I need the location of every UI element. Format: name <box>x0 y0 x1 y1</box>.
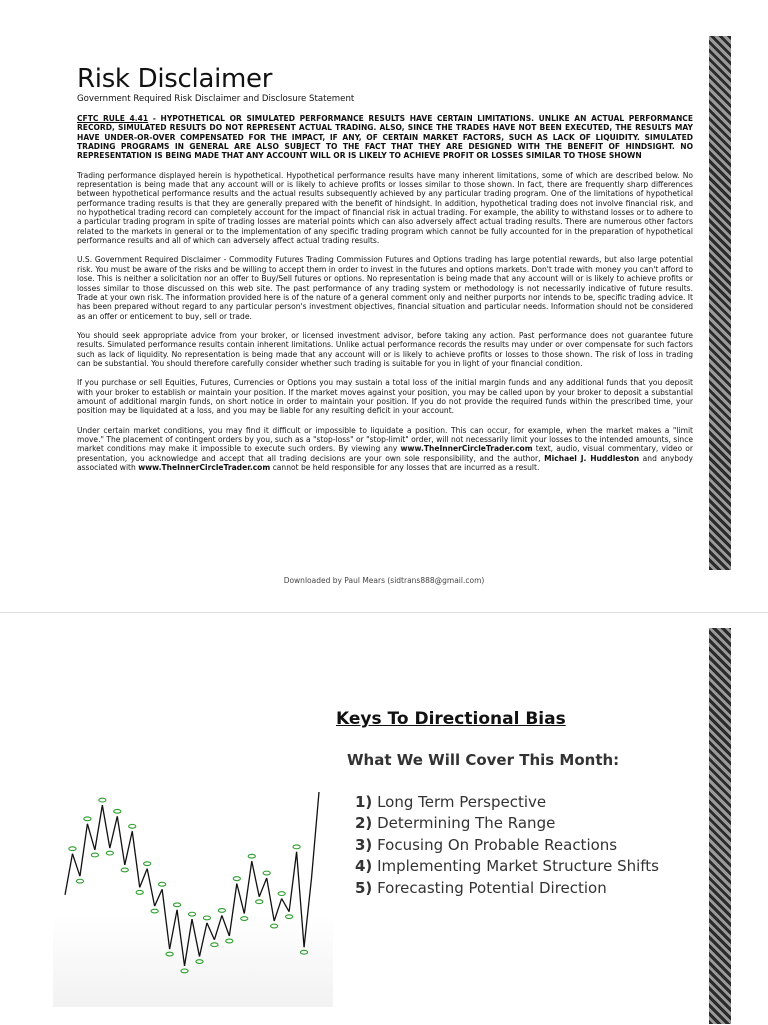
price-line-segment <box>222 915 229 936</box>
price-line-segment <box>214 915 221 939</box>
slide-subheading: What We Will Cover This Month: <box>347 751 620 769</box>
swing-point-marker <box>278 892 285 896</box>
website-link-1[interactable]: www.TheInnerCircleTrader.com <box>400 444 533 454</box>
swing-point-marker <box>151 909 158 913</box>
price-line-segment <box>312 792 319 878</box>
price-line-segment <box>110 816 117 848</box>
swing-point-marker <box>144 862 151 866</box>
paragraph-5-part-c: and anybody associated with <box>77 453 693 472</box>
topic-item <box>355 856 659 877</box>
page-title: Risk Disclaimer <box>77 64 273 94</box>
cftc-rule-text: - HYPOTHETICAL OR SIMULATED PERFORMANCE RESULTS HAVE CERTAIN LIMITATIONS. UNLIKE AN ACTUAL PERFORMANCE RECORD, SIMULATED RESULTS DO NOT REPRESENT ACTUAL TRADING. ALSO, SINCE THE TRADES HAVE NOT BEEN EXECUTED, THE RESULTS MAY HAVE UNDER-OR-OVER COMPENSATED FOR THE IMPACT, IF ANY, OF CERTAIN MARKET FACTORS, SUCH AS LACK OF LIQUIDITY. SIMULATED TRADING PROGRAMS IN GENERAL ARE ALSO SUBJECT TO THE FACT THAT THEY ARE DESIGNED WITH THE BENEFIT OF HINDSIGHT. NO REPRESENTATION IS BEING MADE THAT ANY ACCOUNT WILL OR IS LIKELY TO ACHIEVE PROFIT OR LOSSES SIMILAR TO THOSE SHOWN <box>77 114 693 161</box>
price-line-segment <box>244 861 251 913</box>
price-line-segment <box>289 852 296 912</box>
price-line-segment <box>304 878 311 947</box>
price-line-segment <box>237 884 244 914</box>
slide-heading: Keys To Directional Bias <box>336 709 566 729</box>
swing-point-marker <box>256 900 263 904</box>
website-link-2[interactable]: www.TheInnerCircleTrader.com <box>138 463 271 472</box>
topic-text: Implementing Market Structure Shifts <box>372 857 659 876</box>
swing-point-marker <box>136 890 143 894</box>
price-line-segment <box>155 889 162 906</box>
price-line-segment <box>207 923 214 940</box>
topic-number: 3) <box>355 835 373 854</box>
swing-point-marker <box>233 877 240 881</box>
swing-point-marker <box>159 882 166 886</box>
topic-text: Long Term Perspective <box>372 793 547 811</box>
price-line-segment <box>125 831 132 865</box>
swing-point-marker <box>271 924 278 928</box>
page-subtitle: Government Required Risk Disclaimer and Disclosure Statement <box>77 94 355 104</box>
swing-point-marker <box>121 868 128 872</box>
cftc-rule-label: CFTC RULE 4.41 <box>77 114 149 123</box>
swing-point-marker <box>166 952 173 956</box>
swing-point-marker <box>263 871 270 875</box>
swing-point-marker <box>226 939 233 943</box>
topic-text: Forecasting Potential Direction <box>372 878 607 897</box>
topic-item <box>355 835 659 856</box>
swing-point-marker <box>218 909 225 913</box>
swing-point-marker <box>293 845 300 849</box>
swing-point-marker <box>76 879 83 883</box>
swing-point-marker <box>69 847 76 851</box>
price-line-segment <box>95 805 102 850</box>
price-line-segment <box>282 899 289 912</box>
price-line-segment <box>192 919 199 956</box>
topic-list <box>355 792 659 899</box>
swing-point-marker <box>99 798 106 802</box>
price-line-segment <box>267 878 274 921</box>
topic-item <box>355 813 659 834</box>
price-line-segment <box>185 919 192 966</box>
price-line-segment <box>297 852 304 947</box>
topic-item <box>355 792 659 813</box>
swing-point-marker <box>173 903 180 907</box>
paragraph-5-part-d: cannot be held responsible for any losses that are incurred as a result. <box>270 463 540 472</box>
disclaimer-paragraph-4: If you purchase or sell Equities, Futures, Currencies or Options you may sustain a total loss of the initial margin funds and any additional funds that you deposit with your broker to establish or maintain your position. If the market moves against your position, you may be called upon by your broker to deposit a substantial amount of additional margin funds, on short notice in order to maintain your position. If you do not provide the required funds within the prescribed time, your position may be liquidated at a loss, and you may be liable for any resulting deficit in your account. <box>77 378 693 416</box>
swing-point-marker <box>196 960 203 964</box>
swing-point-marker <box>129 824 136 828</box>
disclaimer-paragraph-1: Trading performance displayed herein is hypothetical. Hypothetical performance results have many inherent limitations, some of which are described below. No representation is being made that any account will or is likely to achieve profits or losses similar to those shown. In fact, there are frequently sharp differences between hypothetical performance results and the actual results subsequently achieved by any particular trading program. One of the limitations of hypothetical performance trading results is that they are generally prepared with the benefit of hindsight. In addition, hypothetical trading does not involve financial risk, and no hypothetical trading record can completely account for the impact of financial risk in actual trading. For example, the ability to withstand losses or to adhere to a particular trading program in spite of trading losses are material points which can also adversely affect actual trading results. There are numerous other factors related to the markets in general or to the implementation of any specific trading program which cannot be fully accounted for in the preparation of hypothetical performance results and all of which can adversely affect actual trading results. <box>77 170 693 246</box>
paragraph-5-part-a: Under certain market conditions, you may find it difficult or impossible to liquidate a position. This can occur, for example, when the market makes a "limit move." The placement of contingent orders by you, such as a "stop-loss" or "stop-limit" order, will not necessarily limit your losses to the intended amounts, since market conditions may make it impossible to execute such orders. By viewing any <box>77 425 693 454</box>
price-line-segment <box>274 899 281 921</box>
swing-point-marker <box>91 853 98 857</box>
author-name: Michael J. Huddleston <box>544 453 640 463</box>
swing-point-marker <box>211 943 218 947</box>
price-line-segment <box>162 889 169 949</box>
swing-point-marker <box>300 950 307 954</box>
price-chart <box>53 742 333 1007</box>
price-line-segment <box>140 869 147 888</box>
topic-number: 5) <box>355 878 373 897</box>
download-footer: Downloaded by Paul Mears (sidtrans888@gmail.com) <box>283 576 485 585</box>
topic-number: 2) <box>355 814 373 833</box>
price-line-segment <box>117 816 124 865</box>
price-line-segment <box>132 831 139 887</box>
price-line-segment <box>229 884 236 936</box>
swing-point-marker <box>203 916 210 920</box>
swing-point-marker <box>84 817 91 821</box>
price-line-segment <box>80 824 87 876</box>
topic-number: 1) <box>355 793 373 811</box>
price-line-segment <box>147 869 154 906</box>
paragraph-5-part-b: text, audio, visual commentary, video or presentation, you acknowledge and accept that all trading decisions are your own sole responsibility, and the author, <box>77 444 694 463</box>
swing-point-marker <box>181 969 188 973</box>
price-line-segment <box>170 910 177 949</box>
swing-point-marker <box>106 851 113 855</box>
price-chart-svg <box>53 742 333 1007</box>
topic-text: Determining The Range <box>372 814 556 833</box>
price-line-segment <box>177 910 184 966</box>
swing-point-marker <box>241 917 248 921</box>
topic-item <box>355 878 659 899</box>
disclaimer-paragraph-5 <box>77 426 693 473</box>
decorative-strip-bottom <box>709 628 731 1024</box>
decorative-strip-top <box>709 36 731 570</box>
price-line-segment <box>259 878 266 897</box>
disclaimer-paragraph-2: U.S. Government Required Disclaimer - Commodity Futures Trading Commission Futures and Options trading has large potential rewards, but also large potential risk. You must be aware of the risks and be willing to accept them in order to invest in the futures and options markets. Don't trade with money you can't afford to lose. This is neither a solicitation nor an offer to Buy/Sell futures or options. No representation is being made that any account will or is likely to achieve profits or losses similar to those discussed on this web site. The past performance of any trading system or methodology is not necessarily indicative of future results. Trade at your own risk. The information provided here is of the nature of a general comment only and neither purports nor intends to be, specific trading advice. It has been prepared without regard to any particular person's investment objectives, financial situation and particular needs. Information should not be considered as an offer or enticement to buy, sell or trade. <box>77 255 693 321</box>
swing-point-marker <box>248 854 255 858</box>
price-line-segment <box>252 861 259 897</box>
price-line-segment <box>199 923 206 957</box>
swing-point-marker <box>114 809 121 813</box>
swing-point-marker <box>286 915 293 919</box>
price-line-segment <box>102 805 109 848</box>
topic-number: 4) <box>355 857 373 876</box>
cftc-rule-paragraph <box>77 114 693 161</box>
disclaimer-paragraph-3: You should seek appropriate advice from your broker, or licensed investment advisor, before taking any action. Past performance does not guarantee future results. Simulated performance results contain inherent limitations. Unlike actual performance records the results may under or over compensate for such factors such as lack of liquidity. No representation is being made that any account will or is likely to achieve profits or losses to those shown. The risk of loss in trading can be substantial. You should therefore carefully consider whether such trading is suitable for you in light of your financial condition. <box>77 330 693 368</box>
price-line-segment <box>72 854 79 876</box>
swing-point-marker <box>188 912 195 916</box>
price-line-segment <box>87 824 94 850</box>
topic-text: Focusing On Probable Reactions <box>372 835 618 854</box>
disclaimer-body <box>77 114 693 482</box>
price-line-segment <box>65 854 72 895</box>
